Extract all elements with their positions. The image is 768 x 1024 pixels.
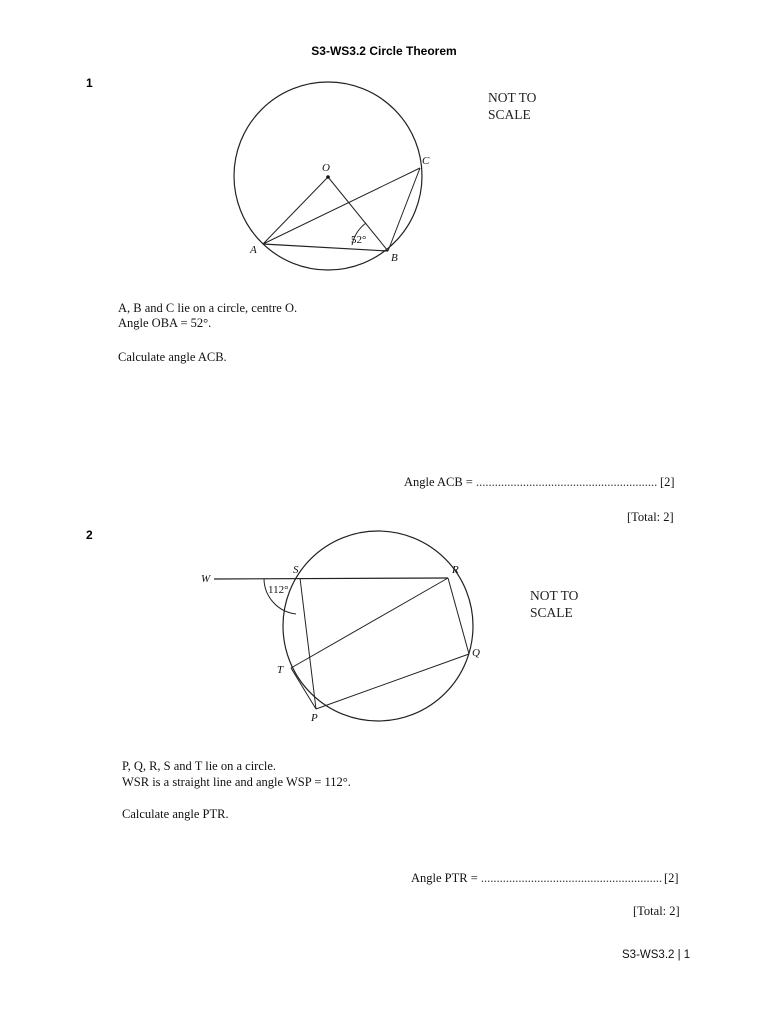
q1-marks: [2] [660, 475, 675, 489]
q1-line-ab [263, 244, 388, 251]
q1-label-o: O [322, 162, 330, 174]
q2-line-wsr [214, 578, 448, 579]
q1-answer-label: Angle ACB = [404, 475, 473, 489]
q1-answer-line [404, 475, 657, 490]
question-1-number: 1 [86, 76, 93, 90]
q1-not-to-scale [488, 89, 536, 123]
q1-label-b: B [391, 252, 398, 264]
q1-not-to-scale-line-2: SCALE [488, 107, 531, 122]
q2-label-t: T [277, 664, 284, 676]
q2-answer-label: Angle PTR = [411, 871, 478, 885]
q1-line-2: Angle OBA = 52°. [118, 316, 212, 330]
q2-label-p: P [311, 712, 318, 724]
q2-line-qp [316, 654, 469, 709]
q2-angle-label: 112° [268, 584, 289, 596]
q1-answer-blank[interactable]: .......................................................... [476, 475, 658, 489]
question-2-diagram [195, 530, 495, 730]
q2-total: [Total: 2] [633, 904, 680, 918]
q2-answer-blank[interactable]: .......................................................... [480, 871, 663, 885]
q1-not-to-scale-line-1: NOT TO [488, 90, 537, 105]
q2-answer-line [411, 871, 662, 886]
q1-centre-dot [326, 175, 330, 179]
q2-label-r: R [452, 564, 459, 576]
q1-line-oa [263, 177, 328, 244]
question-1-diagram [225, 75, 440, 280]
q2-not-to-scale [530, 587, 578, 621]
q2-label-q: Q [472, 647, 480, 659]
page-footer: S3-WS3.2 | 1 [622, 949, 691, 961]
q1-instruction: Calculate angle ACB. [118, 350, 227, 364]
q1-total: [Total: 2] [627, 510, 674, 524]
q1-line-ac [263, 168, 420, 244]
q2-line-tp [291, 668, 316, 709]
q2-marks: [2] [664, 871, 679, 885]
q1-line-1: A, B and C lie on a circle, centre O. [118, 301, 298, 315]
q2-label-w: W [201, 573, 211, 585]
q1-label-c: C [422, 155, 430, 167]
question-2-number: 2 [86, 528, 93, 542]
q2-label-s: S [293, 564, 299, 576]
page-title: S3-WS3.2 Circle Theorem [311, 44, 457, 58]
q1-angle-label: 52° [351, 234, 367, 246]
q1-label-a: A [250, 244, 257, 256]
q2-not-to-scale-line-2: SCALE [530, 605, 573, 620]
q2-not-to-scale-line-1: NOT TO [530, 588, 579, 603]
q2-circle [283, 531, 473, 721]
q2-line-1: P, Q, R, S and T lie on a circle. [122, 759, 277, 773]
q2-instruction: Calculate angle PTR. [122, 807, 229, 821]
q2-line-rt [291, 578, 448, 668]
q2-line-2: WSR is a straight line and angle WSP = 112°. [122, 775, 351, 789]
